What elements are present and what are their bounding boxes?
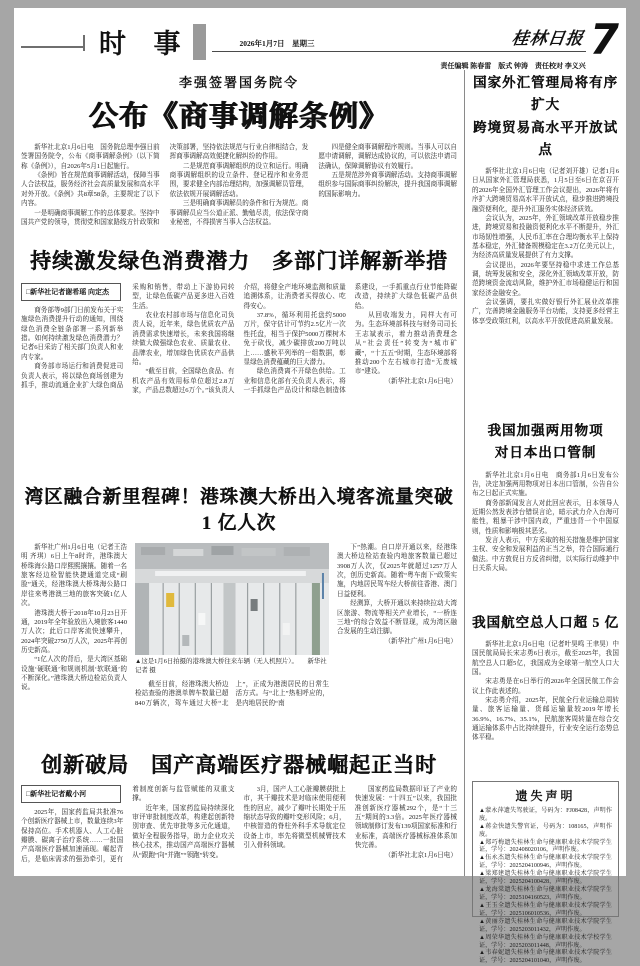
paragraph: ▲伍永杰遗失桂林生命与健康职业技术学院学生证，学号：2025204100946，声明作废。 xyxy=(479,855,612,870)
paragraph: 会议强调，要扎实做好银行外汇展业改革推广，完善跨境金融服务平台功能，支持更多经营主体享受政策红利，以高水平开放促进高质量发展。 xyxy=(472,299,619,325)
aviation-headline: 我国航空总人口超 5 亿 xyxy=(472,614,619,630)
article-aviation-population xyxy=(472,612,619,772)
newspaper-page xyxy=(14,8,626,965)
article-shangshi-tiaoli xyxy=(21,72,457,239)
paragraph: 2025年，国家药监局共批准76个创新医疗器械上市，数量连续3年保持高位。手术机器人、人工心脏瓣膜、碳离子治疗系统……一批国产高端医疗器械加速涌现。崛起背后，是临床需求的强劲牵引，更有着制度创新与监管赋能的双重支撑。 xyxy=(21,786,235,863)
article2-body xyxy=(21,283,457,473)
paragraph: ▲蒙永萍遗失驾驶证，号码为：FJ08428，声明作废。 xyxy=(479,807,612,822)
article4-byline: □新华社记者戴小河 xyxy=(21,785,121,803)
lost-notices-title: 遗失声明 xyxy=(515,788,576,803)
photo-caption: ▲这是1月6日拍摄的港珠澳大桥往来车辆（无人机照片）。 新华社记者 摄 xyxy=(135,658,327,674)
article4-body xyxy=(21,785,457,941)
header-middle xyxy=(212,24,586,73)
article3-photo-block xyxy=(135,543,329,739)
paragraph: 新华社北京1月6日电 国务院总理李强日前签署国务院令，公布《商事调解条例》（以下简称《条例》），自2026年5月1日起施行。 xyxy=(21,144,160,170)
article2-headline: 持续激发绿色消费潜力 多部门详解新举措 xyxy=(30,249,448,273)
article-hzmb-bridge xyxy=(21,483,457,739)
masthead-logo: 桂林日报 xyxy=(510,29,585,48)
paragraph: 一是明确商事调解工作的总体要求。坚持中国共产党的领导，贯彻党和国家路线方针政策和决策部署，坚持依法规范与行业自律相结合，发挥商事调解高效便捷化解纠纷的作用。 xyxy=(21,144,309,226)
paragraph: 发言人表示，中方采取的相关措施是维护国家主权、安全和发展利益的正当之举，符合国际通行做法。中方敦促日方反省纠错，以实际行动维护中日关系大局。 xyxy=(472,537,619,573)
paragraph: “截至目前，全国绿色食品、有机农产品有效用标单位超过2.8万家，产品总数超过6万个。”该负责人介绍，将健全产地环境监测和质量追溯体系，让消费者买得放心、吃得安心。 xyxy=(132,284,346,394)
paragraph: （新华社广州1月6日电） xyxy=(384,637,457,645)
paragraph: 港珠澳大桥于2018年10月23日开通，2019年全年验放出入境旅客1440万人次；此后口岸客流快速攀升，2024年突破2750万人次，2025年再创历史新高。 xyxy=(21,609,127,654)
paragraph: 农业农村部市场与信息化司负责人说，近年来，绿色优质农产品消费需求快速增长，未来我国将继续做大做强绿色农业、质量农业、品牌农业，增加绿色优质农产品供给。 xyxy=(132,312,235,366)
right-sidebar-column xyxy=(465,70,619,965)
article-forex-pilot xyxy=(472,72,619,411)
paragraph: ▲韦春妮遗失桂林生命与健康职业技术学院学生证，学号：2025204101040，声明作废。 xyxy=(479,950,612,965)
paragraph: 截至目前，经港珠澳大桥边检站查验的港澳单牌车数量已超840万辆次，驾车通过大桥“北上”，正成为港澳居民的日常生活方式。与“北上”热相呼应的，是内地居民的“南 xyxy=(135,680,329,707)
issue-date: 2026年1月7日 星期三 xyxy=(239,39,315,48)
article2-byline: □新华社记者谢希瑶 向定杰 xyxy=(21,283,121,301)
article3-right-column xyxy=(337,543,457,739)
article3-headline: 湾区融合新里程碑！港珠澳大桥出入境客流量突破 1 亿人次 xyxy=(24,488,454,534)
lost-notices-list xyxy=(479,808,612,966)
paragraph: 从回收端发力，同样大有可为。生态环境部科技与财务司司长王志斌表示，着力推动消费理念从“社会责任”转变为“城市矿藏”，“十五五”时期，生态环境部将推动200个左右城市打造“无废城市”建设。 xyxy=(354,312,457,376)
paragraph: 近年来，国家药监局持续深化审评审批制度改革，构建起创新特别审查、优先审批等多元化通道，做好全程服务指导，助力企业攻关核心技术，推动国产高端医疗器械从“跟跑”向“并跑”“领跑”转变。 xyxy=(132,804,235,859)
paragraph: 3月，国产人工心脏瓣膜获批上市，其干瓣技术是对临床使用便利性的回应，减少了瓣叶长期处于压缩状态导致的瓣叶变形风险；6月，中核智造的脊柱外科手术导航定位设备上市，率先将微型机械臂技术引入骨科领域。 xyxy=(243,786,346,850)
paragraph: 商务部市场运行和消费促进司负责人表示，将以绿色商场创建为抓手，推动流通企业扩大绿色商品采购和销售，带动上下游协同转型，让绿色低碳产品更多进入百姓生活。 xyxy=(21,284,235,389)
paragraph: 商务部等9部门日前发布关于实施绿色消费提升行动的通知，围绕绿色消费全链条部署一系列新举措。如何持续激发绿色消费潜力？记者6日采访了相关部门负责人和业内专家。 xyxy=(21,307,124,361)
paragraph: 新华社北京1月6日电 商务部1月6日发布公告，决定加强两用物项对日本出口管制，公告自公布之日起正式实施。 xyxy=(472,471,619,498)
paragraph: ▲王玉全遗失桂林生命与健康职业技术学院学生证，学号：2025106010536，声明作废。 xyxy=(479,902,612,917)
article3-left-column xyxy=(21,543,127,739)
forex-headline: 国家外汇管理局将有序扩大 跨境贸易高水平开放试点 xyxy=(473,75,618,157)
paragraph: 经测算，大桥开通以来持续拉动大湾区旅游、物流等相关产业增长，“一桥连三地”的综合效益不断显现，成为湾区融合发展的生动注脚。 xyxy=(337,600,457,636)
article1-kicker: 李强签署国务院令 xyxy=(178,75,299,90)
paragraph: ▲梁郑建遗失桂林生命与健康职业技术学院学生证，学号：2025204100428，声明作废。 xyxy=(479,871,612,886)
paragraph: ▲蒋金快遗失警官证，号码为：108165，声明作废。 xyxy=(479,823,612,838)
paragraph: 宋志勇是在6日举行的2026年全国民航工作会议上作此表述的。 xyxy=(472,678,619,695)
main-content xyxy=(21,70,619,965)
paragraph: （新华社北京1月6日电） xyxy=(384,377,457,385)
editor-credits: 责任编辑 陈春雷 版式 钟涛 责任校对 李义兴 xyxy=(440,62,586,70)
paragraph: 商务部新闻发言人对此回应表示，日本领导人近期公然发表涉台错误言论，暗示武力介入台海可能性，粗暴干涉中国内政，严重违背一个中国原则，性质和影响极其恶劣。 xyxy=(472,499,619,535)
page-number: 7 xyxy=(589,15,619,64)
paragraph: 《条例》旨在规范商事调解活动，保障当事人合法权益，服务经济社会高质量发展和高水平对外开放。《条例》共8章58条，主要规定了以下内容。 xyxy=(21,172,160,208)
left-main-column xyxy=(21,70,464,876)
article-export-control xyxy=(472,420,619,603)
paragraph: 下”热潮。自口岸开通以来，经港珠澳大桥边检站查验内地旅客数量已超过3908万人次，仅2025年就超过1257万人次，创历史新高。随着“粤车南下”政策实施，内地居民驾车经大桥前往香港、澳门日益便利。 xyxy=(337,544,457,598)
paragraph: 三是明确商事调解员的条件和行为规范。商事调解员应当公道正派、勤勉尽责，依法保守商业秘密，不得损害当事人合法权益。 xyxy=(169,200,309,226)
header-left xyxy=(21,18,212,61)
paragraph: （新华社北京1月6日电） xyxy=(384,851,457,859)
export-control-body xyxy=(472,471,619,603)
bridge-aerial-photo xyxy=(135,543,329,655)
article-green-consumption xyxy=(21,245,457,473)
paragraph: 宋志勇介绍，2025年，民航全行业运输总周转量、旅客运输量、货邮运输量较2019年增长36.9%、16.7%、35.1%，民航旅客周转量在综合交通运输体系中占比持续提升，行业安全运行态势总体平稳。 xyxy=(472,697,619,742)
paragraph: ▲黄丽芬遗失桂林生命与健康职业技术学院学生证，学号：2025203011432，声明作废。 xyxy=(479,918,612,933)
forex-body xyxy=(472,167,619,411)
section-title: 时 事 xyxy=(99,29,191,59)
paragraph: 会议认为，2025年，外汇领域改革开放稳步推进，跨境贸易和投融资便利化水平不断提升，外汇市场韧性增强，人民币汇率在合理均衡水平上保持基本稳定，外汇储备规模稳定在3.2万亿美元以上，为经济高质量发展提供了有力支撑。 xyxy=(472,214,619,260)
paragraph: 绿色消费离不开绿色供给。工业和信息化部有关负责人表示，将一手抓绿色产品设计和绿色制造体系建设，一手抓重点行业节能降碳改造，持续扩大绿色低碳产品供给。 xyxy=(243,284,457,394)
paragraph: 会议提出，2026年要坚持稳中求进工作总基调，统筹发展和安全，深化外汇领域改革开放，防范跨境资金流动风险，维护外汇市场稳健运行和国家经济金融安全。 xyxy=(472,261,619,297)
decorative-rule-icon xyxy=(21,42,85,51)
page-header xyxy=(21,15,619,70)
paragraph: 国家药监局数据印证了产业的快速发展：“十四五”以来，我国批准创新医疗器械292个，是“十三五”期间的3.3倍。2025年医疗器械领域制修订发布139项国家标准和行业标准，高端医疗器械标准体系加快完善。 xyxy=(354,786,457,850)
paragraph: 五是规范涉外商事调解活动。支持商事调解组织参与国际商事纠纷解决，提升我国商事调解的国际影响力。 xyxy=(318,172,457,198)
paragraph: ▲周荣华遗失桂林生命与健康职业技术学校学生证，学号：2025203011448，声明作废。 xyxy=(479,934,612,949)
paragraph: ▲龙海棠遗失桂林生命与健康职业技术学院学生证，学号：2025104160523，声明作废。 xyxy=(479,887,612,901)
paragraph: 新华社北京1月6日电（记者刘开雄）记者1月6日从国家外汇管理局获悉，1月5日至6日在京召开的2026年全国外汇管理工作会议提出，2026年将有序扩大跨境贸易高水平开放试点，稳步推进跨境投融资便利化，提升外汇服务实体经济质效。 xyxy=(472,168,619,213)
aviation-body xyxy=(472,640,619,772)
paragraph: “1亿人次的背后，是大湾区基础设施‘硬联通’和规则机制‘软联通’的不断深化。”港珠澳大桥边检站负责人说。 xyxy=(21,656,127,692)
export-control-headline: 我国加强两用物项 对日本出口管制 xyxy=(487,423,604,461)
article1-headline: 公布《商事调解条例》 xyxy=(88,101,389,133)
gray-block-icon xyxy=(193,24,206,60)
article-medical-devices xyxy=(21,749,457,941)
paragraph: 四是健全商事调解程序规则。当事人可以自愿申请调解，调解达成协议的，可以依法申请司法确认，保障调解协议有效履行。 xyxy=(318,144,457,170)
article4-headline: 创新破局 国产高端医疗器械崛起正当时 xyxy=(41,753,437,777)
paragraph: 37.8%，循环利用托盘约5000万片，保守估计可节约2.5亿片一次性托盘，相当于保护5000万棵树木免于砍伐，减少碳排放200万吨以上……盛秋平列举的一组数据，彰显绿色消费蕴藏的巨大潜力。 xyxy=(243,312,346,366)
lost-notices-box xyxy=(472,781,619,965)
paragraph: 新华社北京1月6日电（记者叶昊鸣 王聿昊）中国民航局局长宋志勇6日表示，截至2025年，我国航空总人口超5亿，我国成为全球第一航空人口大国。 xyxy=(472,640,619,676)
paragraph: 新华社广州1月6日电（记者王浩明 齐琪）6日上午8时许，港珠澳大桥珠海公路口岸熙熙攘攘。随着一名旅客经边检智能快捷通道完成“刷脸”通关，经港珠澳大桥珠海公路口岸往来粤港澳三地的旅客突破1亿人次。 xyxy=(21,544,127,608)
paragraph: ▲郑巧梅遗失桂林生命与健康职业技术学院学生证，学号：202408020106，声明作废。 xyxy=(479,839,612,854)
article1-body xyxy=(21,143,457,239)
article3-under-photo-text xyxy=(135,680,329,739)
paragraph: 二是规范商事调解组织的设立和运行。明确商事调解组织的设立条件、登记程序和业务范围，要求健全内部治理结构，加强调解员管理，依法依规开展调解活动。 xyxy=(169,162,309,198)
